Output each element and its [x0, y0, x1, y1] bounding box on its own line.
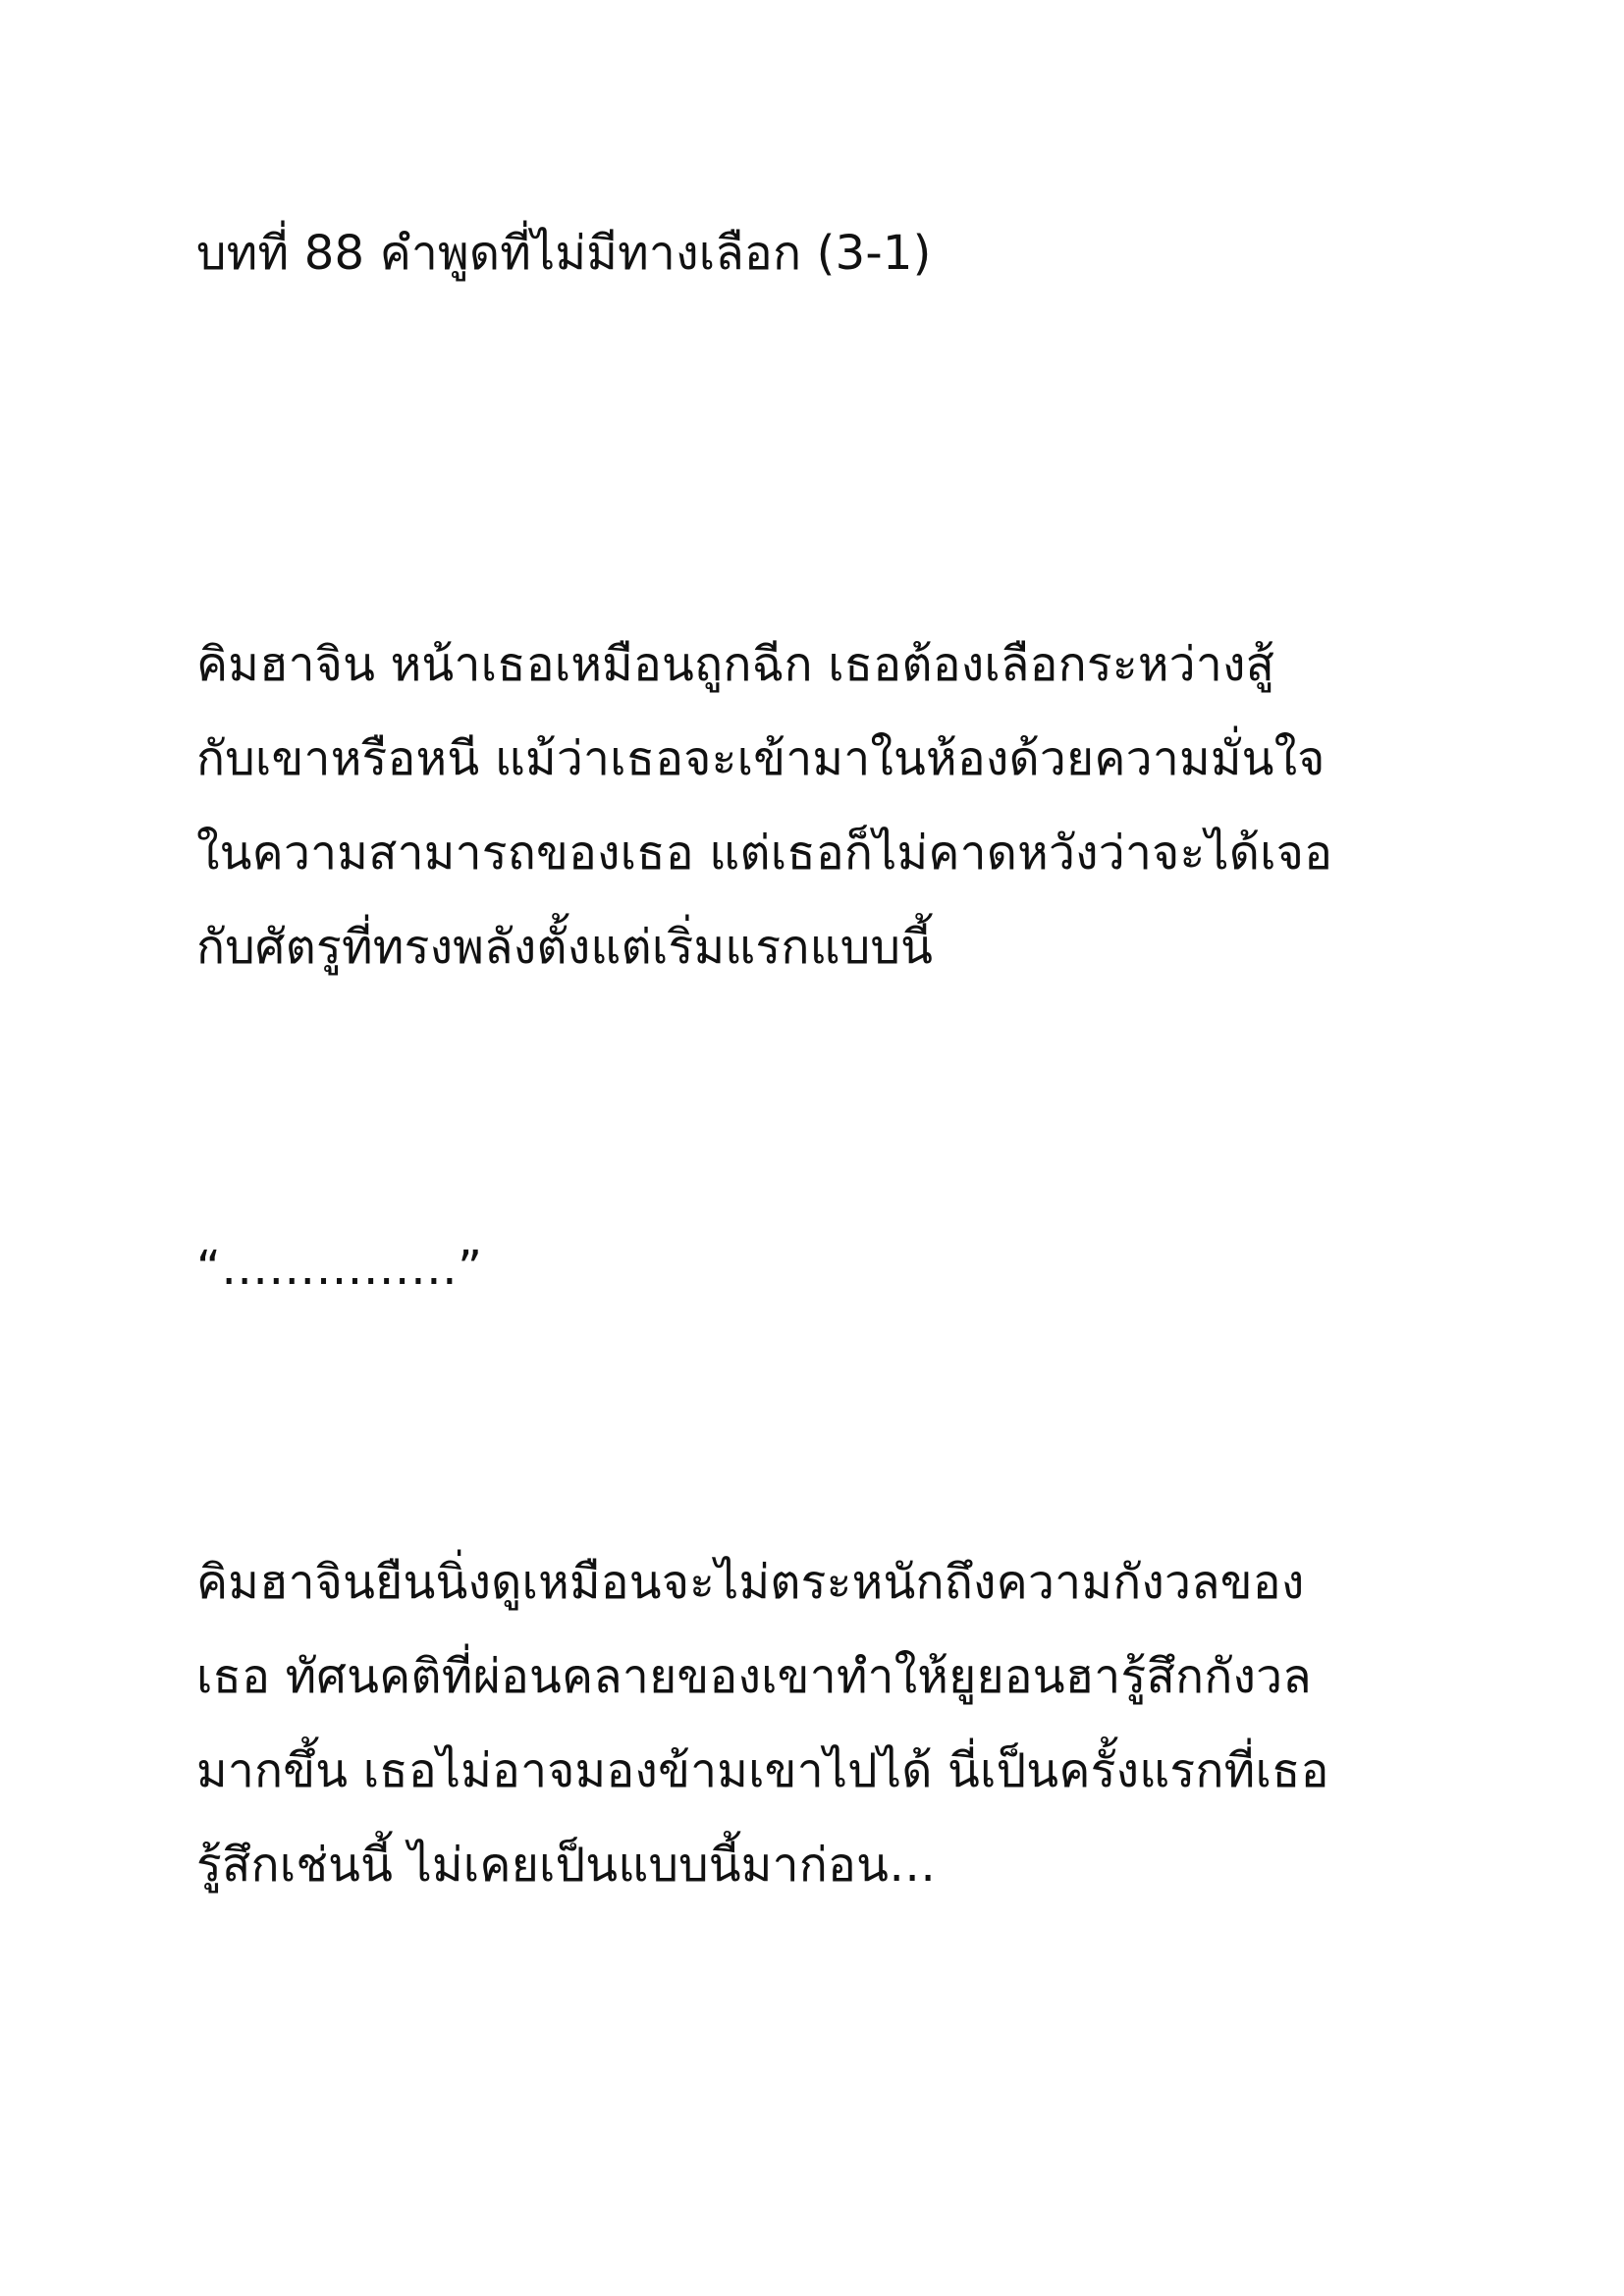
chapter-title: บทที่ 88 คำพูดที่ไม่มีทางเลือก (3-1): [196, 226, 932, 281]
paragraph-2-line-1: คิมฮาจินยืนนิ่งดูเหมือนจะไม่ตระหนักถึงความกังวลของ: [196, 1555, 1305, 1610]
dialogue-ellipsis: “……………”: [196, 1241, 483, 1296]
paragraph-2-line-2: เธอ ทัศนคติที่ผ่อนคลายของเขาทำให้ยูยอนฮารู้สึกกังวล: [196, 1649, 1312, 1704]
paragraph-1-line-1: คิมฮาจิน หน้าเธอเหมือนถูกฉีก เธอต้องเลือกระหว่างสู้: [196, 637, 1275, 692]
paragraph-2-line-4: รู้สึกเช่นนี้ ไม่เคยเป็นแบบนี้มาก่อน…: [196, 1838, 937, 1893]
paragraph-1-line-3: ในความสามารถของเธอ แต่เธอก็ไม่คาดหวังว่าจะได้เจอ: [196, 826, 1333, 881]
paragraph-2-line-3: มากขึ้น เธอไม่อาจมองข้ามเขาไปได้ นี่เป็นครั้งแรกที่เธอ: [196, 1743, 1329, 1798]
paragraph-1-line-2: กับเขาหรือหนี แม้ว่าเธอจะเข้ามาในห้องด้วยความมั่นใจ: [196, 731, 1326, 786]
paragraph-1-line-4: กับศัตรูที่ทรงพลังตั้งแต่เริ่มแรกแบบนี้: [196, 920, 934, 975]
